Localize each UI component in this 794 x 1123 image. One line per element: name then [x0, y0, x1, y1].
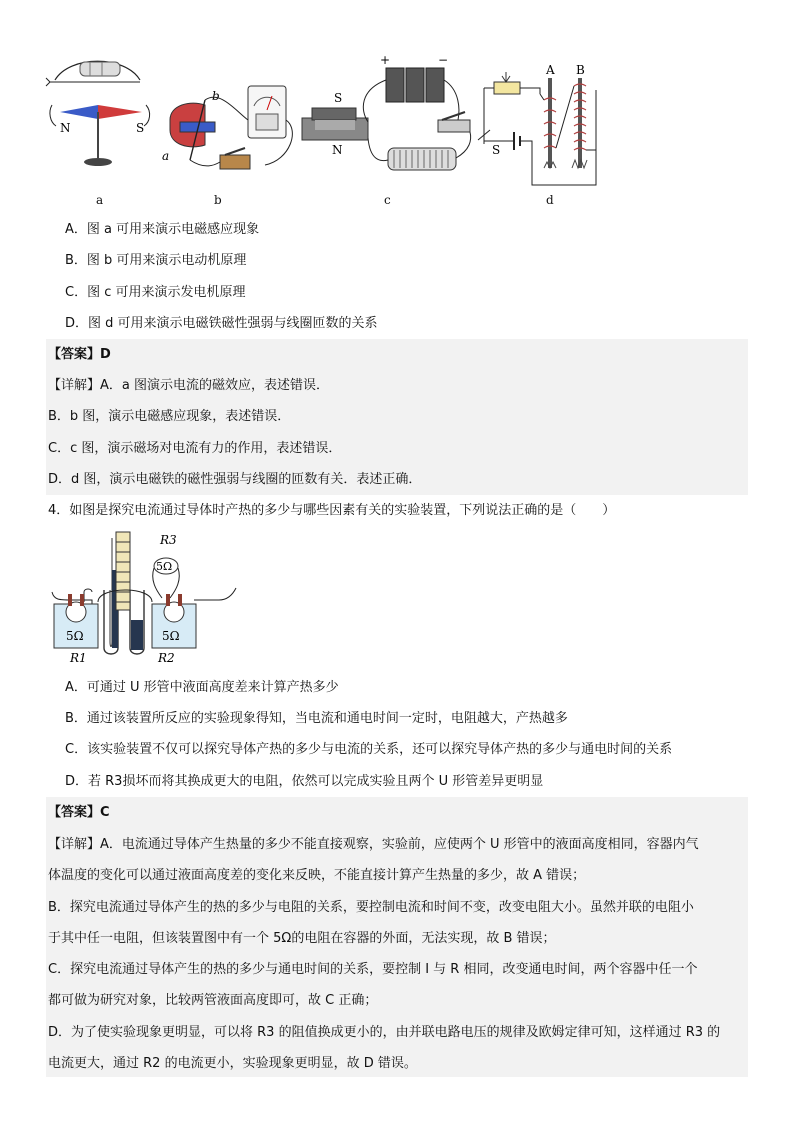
q4-detail-6: 都可做为研究对象，比较两管液面高度即可，故 C 正确；: [48, 993, 378, 1008]
fig-label-b: b: [214, 193, 222, 207]
q3-option-b: B．图 b 可用来演示电动机原理: [65, 253, 247, 268]
q4-option-a: A．可通过 U 形管中液面高度差来计算产热多少: [65, 680, 339, 695]
q4-detail-3: B．探究电流通过导体产生的热的多少与电阻的关系，要控制电流和时间不变，改变电阻大小。虽然并联的电阻小: [48, 900, 694, 915]
fig-a-n: N: [60, 121, 71, 135]
q4-option-b: B．通过该装置所反应的实验现象得知，当电流和通电时间一定时，电阻越大，产热越多: [65, 711, 568, 726]
figure-c-motor: [302, 53, 471, 170]
q3-option-a: A．图 a 可用来演示电磁感应现象: [65, 222, 260, 237]
q3-detail-1: 【详解】A．a 图演示电流的磁效应，表述错误．: [48, 378, 329, 393]
fig-d-a: A: [546, 63, 555, 77]
fig-label-d: d: [546, 193, 554, 207]
q4-res-right: 5Ω: [162, 629, 180, 643]
fig-c-plus: +: [380, 53, 391, 67]
q3-detail-2: B．b 图，演示电磁感应现象，表述错误．: [48, 409, 291, 424]
fig-label-c: c: [384, 193, 391, 207]
q3-answer: 【答案】D: [48, 347, 111, 362]
fig-b-a: a: [162, 149, 170, 163]
q4-detail-1: 【详解】A．电流通过导体产生热量的多少不能直接观察，实验前，应使两个 U 形管中的液面高度相同，容器内气: [48, 837, 699, 852]
q4-detail-4: 于其中任一电阻，但该装置图中有一个 5Ω的电阻在容器的外面，无法实现，故 B 错误；: [48, 931, 556, 946]
figure-d-electromagnet: [478, 63, 596, 185]
fig-a-s: S: [136, 121, 145, 135]
figure-top: [40, 50, 620, 215]
q4-r1: R1: [70, 651, 87, 665]
q4-res-top: 5Ω: [156, 560, 173, 573]
fig-c-n: N: [332, 143, 343, 157]
fig-c-minus: −: [438, 53, 449, 67]
figure-a-compass: [46, 61, 150, 166]
fig-c-s: S: [334, 91, 343, 105]
q3-option-c: C．图 c 可用来演示发电机原理: [65, 285, 246, 300]
q4-option-c: C．该实验装置不仅可以探究导体产热的多少与电流的关系，还可以探究导体产热的多少与通电时间的关系: [65, 742, 673, 757]
q4-option-d: D．若 R3损坏而将其换成更大的电阻，依然可以完成实验且两个 U 形管差异更明显: [65, 774, 544, 789]
q4-detail-5: C．探究电流通过导体产生的热的多少与通电时间的关系，要控制 I 与 R 相同，改变通电时间，两个容器中任一个: [48, 962, 698, 977]
fig-d-s: S: [492, 143, 501, 157]
q4-r3: R3: [160, 533, 177, 547]
q4-detail-2: 体温度的变化可以通过液面高度差的变化来反映，不能直接计算产生热量的多少，故 A 错误；: [48, 868, 586, 883]
figure-q4-apparatus: [44, 530, 244, 670]
q3-detail-3: C．c 图，演示磁场对电流有力的作用，表述错误．: [48, 441, 342, 456]
q4-answer: 【答案】C: [48, 805, 110, 820]
figure-b-generator: [162, 86, 292, 169]
q3-detail-4: D．d 图，演示电磁铁的磁性强弱与线圈的匝数有关．表述正确．: [48, 472, 422, 487]
q3-option-d: D．图 d 可用来演示电磁铁磁性强弱与线圈匝数的关系: [65, 316, 378, 331]
q4-stem: 4．如图是探究电流通过导体时产热的多少与哪些因素有关的实验装置，下列说法正确的是（ ）: [48, 503, 616, 518]
q4-r2: R2: [158, 651, 175, 665]
q4-res-left: 5Ω: [66, 629, 84, 643]
q4-detail-8: 电流更大，通过 R2 的电流更小，实验现象更明显，故 D 错误。: [48, 1056, 417, 1071]
fig-d-b: B: [576, 63, 585, 77]
fig-label-a: a: [96, 193, 104, 207]
q4-detail-7: D．为了使实验现象更明显，可以将 R3 的阻值换成更小的，由并联电路电压的规律及欧姆定律可知，这样通过 R3 的: [48, 1025, 721, 1040]
fig-b-b: b: [212, 89, 220, 103]
